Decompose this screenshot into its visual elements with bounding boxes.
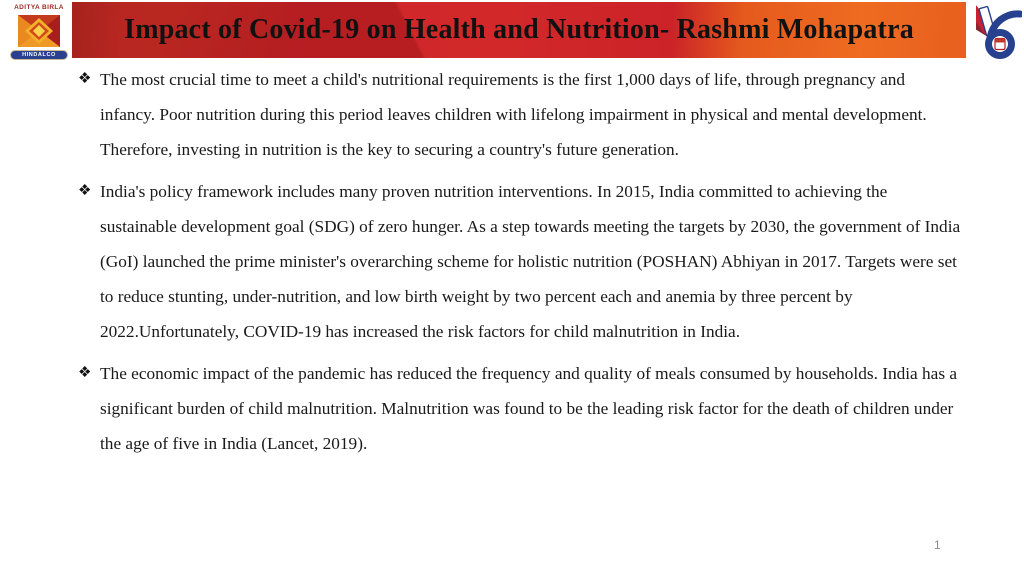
aditya-birla-brand-text: ADITYA BIRLA [14, 4, 64, 11]
bullet-text: The most crucial time to meet a child's nutritional requirements is the first 1,000 days of life, through pregnancy and infancy. Poor nutrition during this period leaves children with lifelong impairment in physical and mental development. Therefore, investing in nutrition is the key to securing a country's future generation. [100, 70, 927, 159]
bullet-diamond-icon: ❖ [78, 71, 92, 87]
bullet-text: India's policy framework includes many proven nutrition interventions. In 2015, India committed to achieving the sustainable development goal (SDG) of zero hunger. As a step towards meeting the targets by 2030, the government of India (GoI) launched the prime minister's overarching scheme for holistic nutrition (POSHAN) Abhiyan in 2017. Targets were set to reduce stunting, under-nutrition, and low birth weight by two percent each and anemia by three percent by 2022.Unfortunately, COVID-19 has increased the risk factors for child malnutrition in India. [100, 182, 961, 341]
bullet-item [78, 62, 964, 167]
slide-title-bar [72, 2, 966, 58]
bullet-item [78, 174, 964, 349]
anniversary-emblem-logo [976, 3, 1022, 61]
six-emblem-icon [976, 3, 1022, 61]
hindalco-label: HINDALCO [22, 52, 56, 58]
bullet-diamond-icon: ❖ [78, 183, 92, 199]
hindalco-badge [10, 50, 68, 60]
page-number: 1 [934, 538, 941, 552]
bullet-diamond-icon: ❖ [78, 365, 92, 381]
aditya-birla-sun-icon [18, 15, 60, 47]
slide-title: Impact of Covid-19 on Health and Nutrition- Rashmi Mohapatra [124, 14, 914, 45]
bullet-text: The economic impact of the pandemic has reduced the frequency and quality of meals consumed by households. India has a significant burden of child malnutrition. Malnutrition was found to be the leading risk factor for the death of children under the age of five in India (Lancet, 2019). [100, 364, 958, 453]
slide-body [78, 62, 964, 468]
bullet-item [78, 356, 964, 461]
aditya-birla-hindalco-logo [8, 4, 70, 60]
